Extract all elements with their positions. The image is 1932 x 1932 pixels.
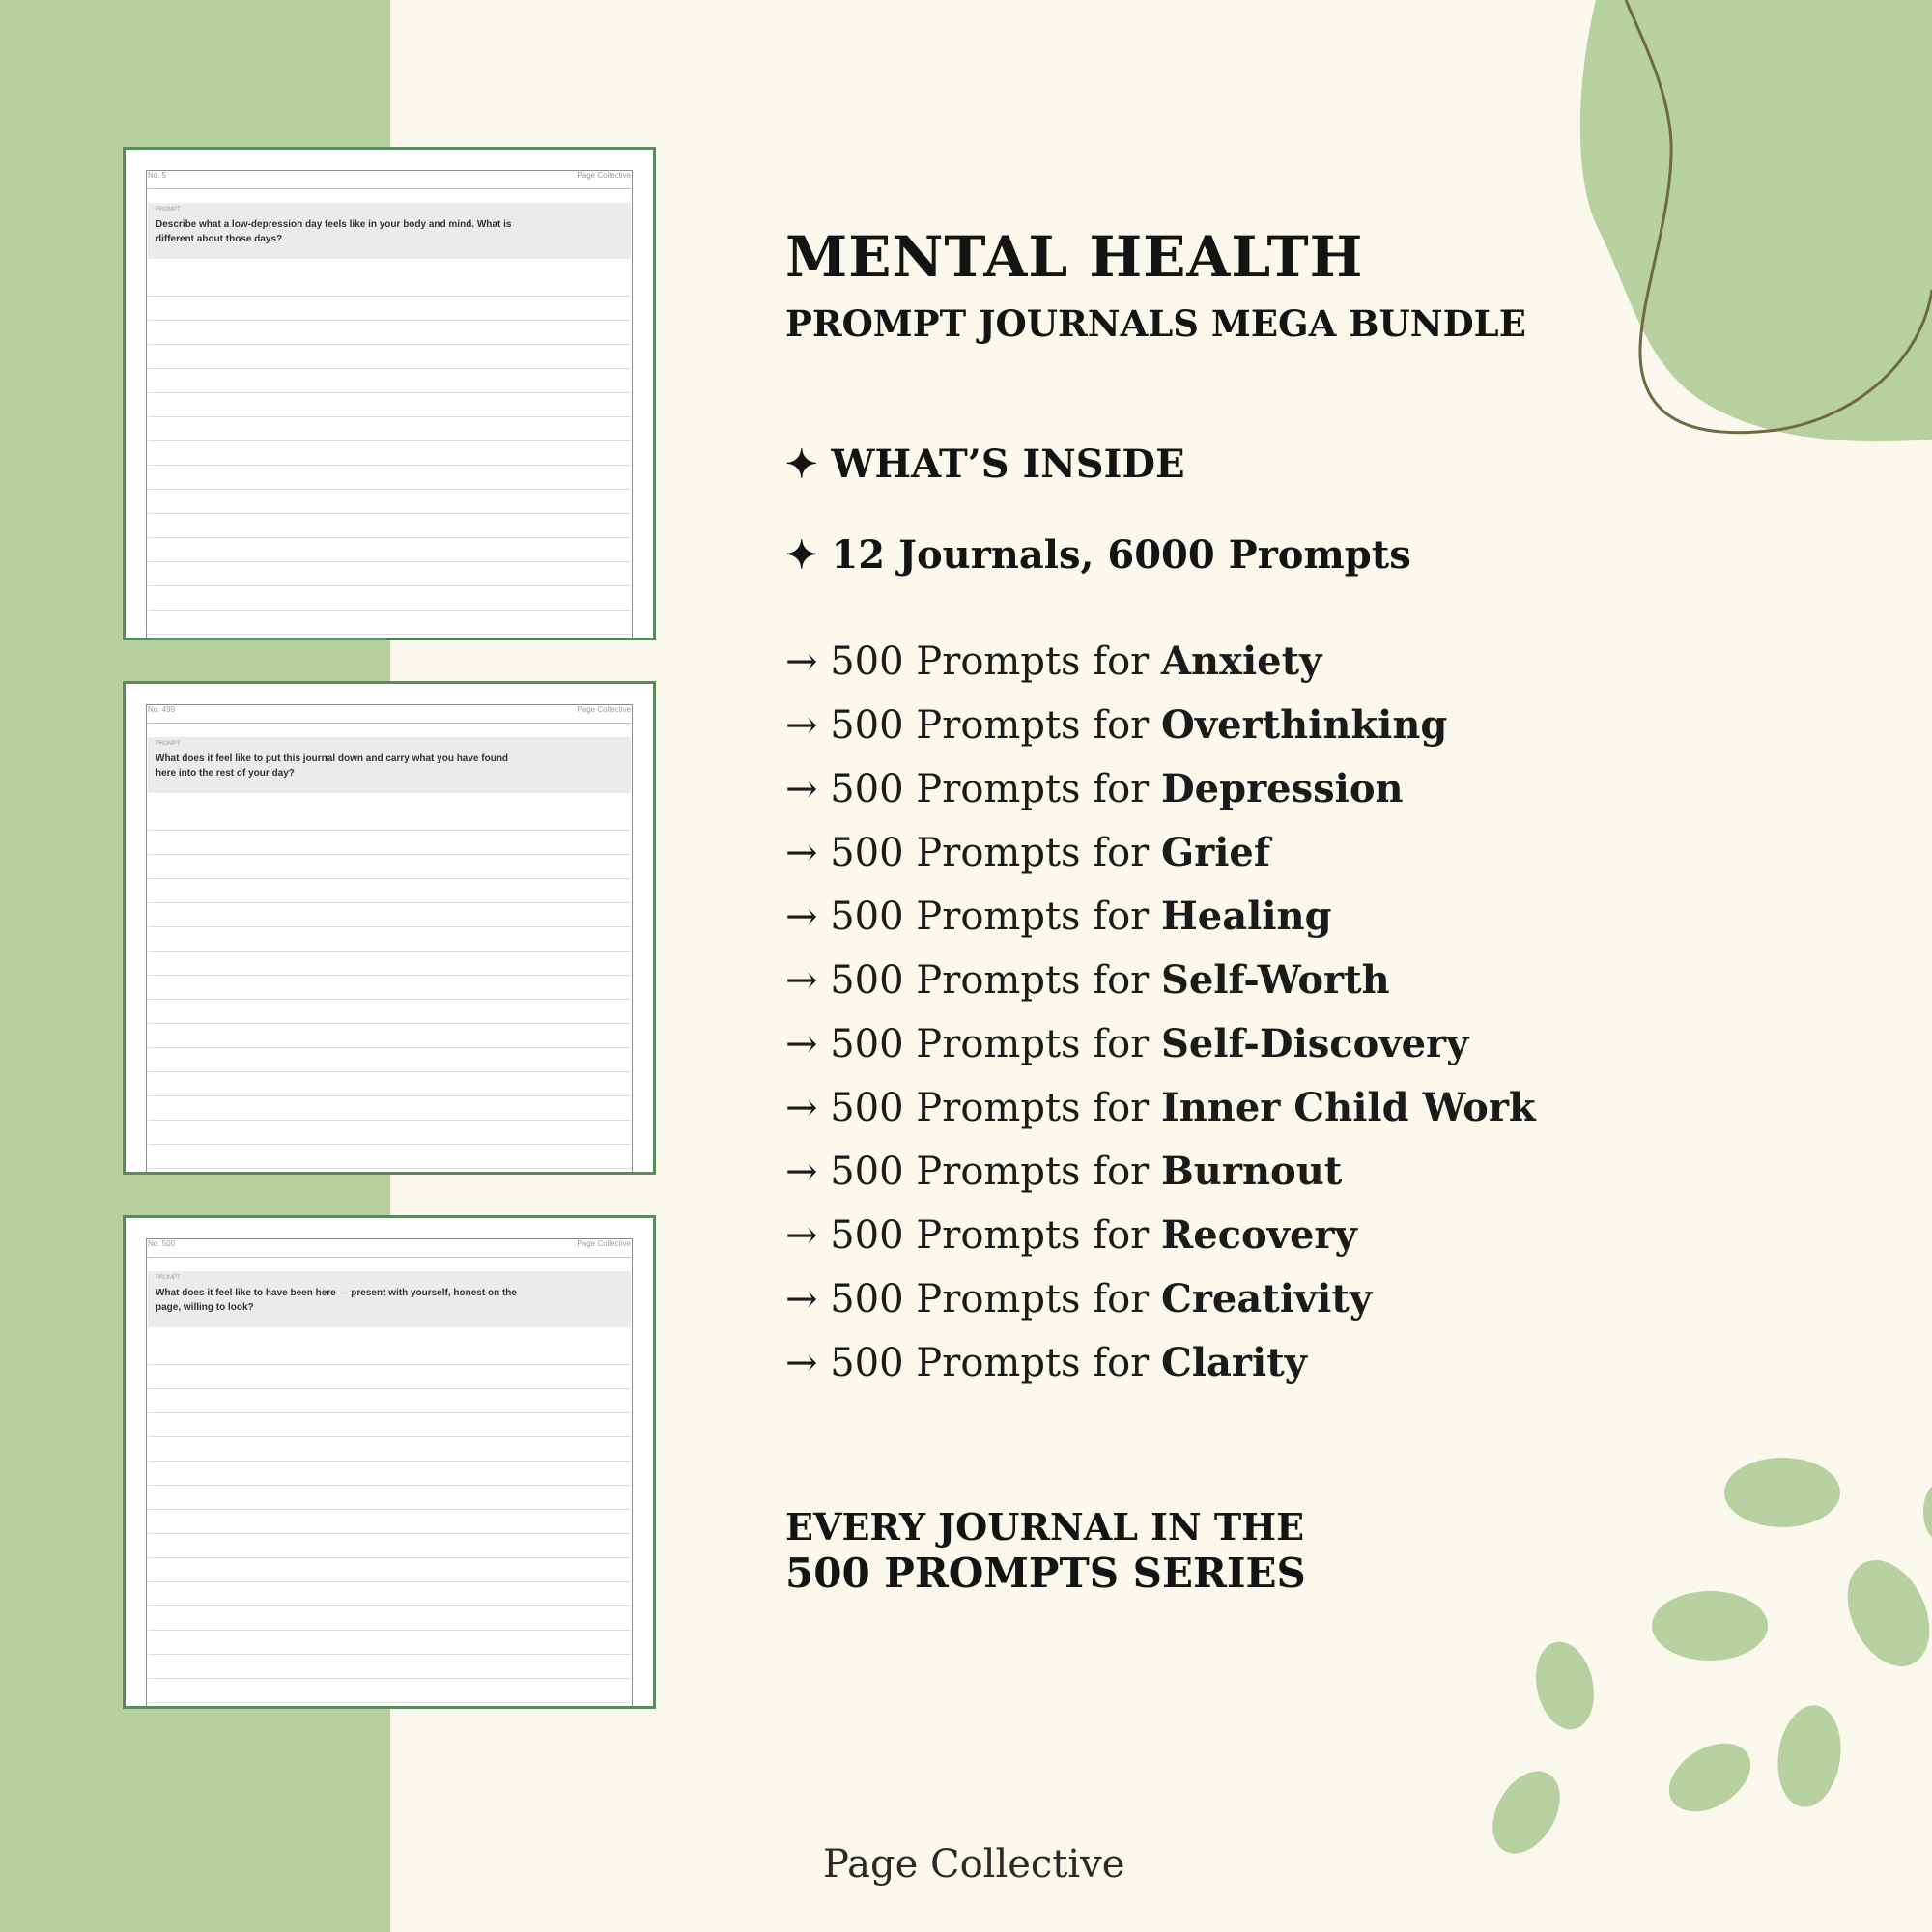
- item-prefix: → 500 Prompts for: [785, 895, 1161, 939]
- page-number: No. 5: [148, 171, 167, 180]
- item-topic: Clarity: [1160, 1340, 1307, 1385]
- top-right-blob: [1580, 0, 1932, 441]
- item-topic: Anxiety: [1160, 639, 1322, 684]
- item-prefix: → 500 Prompts for: [785, 703, 1161, 748]
- journal-page-preview: [123, 1215, 656, 1709]
- item-topic: Grief: [1160, 830, 1271, 875]
- item-topic: Self-Discovery: [1160, 1021, 1469, 1066]
- page-brand: Page Collective: [577, 171, 631, 180]
- item-prefix: → 500 Prompts for: [785, 1022, 1161, 1066]
- item-topic: Creativity: [1160, 1276, 1373, 1321]
- prompt-topic-list: [785, 637, 1536, 1402]
- item-prefix: → 500 Prompts for: [785, 1213, 1161, 1258]
- page-number: No. 499: [148, 705, 176, 714]
- list-item: [785, 764, 1536, 828]
- page-subtitle: PROMPT JOURNALS MEGA BUNDLE: [785, 302, 1526, 345]
- page-number: No. 500: [148, 1239, 176, 1248]
- footer-line-1: EVERY JOURNAL IN THE: [785, 1505, 1305, 1548]
- list-item: [785, 892, 1536, 955]
- list-item: [785, 700, 1536, 764]
- page-header: [148, 1239, 631, 1258]
- list-item: [785, 1019, 1536, 1083]
- list-item: [785, 1147, 1536, 1210]
- prompt-label: PROMPT: [156, 741, 181, 747]
- item-prefix: → 500 Prompts for: [785, 1341, 1161, 1385]
- item-topic: Burnout: [1160, 1149, 1343, 1194]
- writing-lines: [148, 1341, 631, 1706]
- writing-lines: [148, 807, 631, 1172]
- list-item: [785, 637, 1536, 700]
- dot-2: [1652, 1591, 1768, 1661]
- item-topic: Self-Worth: [1160, 957, 1390, 1003]
- prompt-box: [148, 737, 631, 793]
- brand-name: Page Collective: [823, 1842, 1125, 1887]
- list-item: [785, 955, 1536, 1019]
- journal-page-preview: [123, 681, 656, 1175]
- item-topic: Depression: [1160, 766, 1404, 811]
- prompt-text: What does it feel like to put this journal down and carry what you have found here into the rest of your day?: [156, 753, 509, 779]
- page-header: [148, 705, 631, 724]
- item-prefix: → 500 Prompts for: [785, 1086, 1161, 1130]
- list-item: [785, 1210, 1536, 1274]
- dot-6: [1657, 1729, 1763, 1826]
- item-topic: Healing: [1160, 894, 1332, 939]
- item-topic: Inner Child Work: [1160, 1085, 1536, 1130]
- section-heading: ✦ WHAT’S INSIDE: [785, 441, 1185, 487]
- writing-lines: [148, 272, 631, 638]
- prompt-box: [148, 1271, 631, 1327]
- prompt-text: What does it feel like to have been here — present with yourself, honest on the page, willing to look?: [156, 1288, 517, 1313]
- prompt-label: PROMPT: [156, 1275, 181, 1281]
- item-prefix: → 500 Prompts for: [785, 831, 1161, 875]
- summary-line: ✦ 12 Journals, 6000 Prompts: [785, 532, 1411, 578]
- item-topic: Recovery: [1160, 1212, 1357, 1258]
- list-item: [785, 1083, 1536, 1147]
- item-prefix: → 500 Prompts for: [785, 767, 1161, 811]
- page-title: MENTAL HEALTH: [785, 224, 1364, 290]
- dot-3: [1832, 1547, 1932, 1679]
- page-header: [148, 171, 631, 189]
- page-brand: Page Collective: [577, 1239, 631, 1248]
- item-prefix: → 500 Prompts for: [785, 958, 1161, 1003]
- journal-page-preview: [123, 147, 656, 640]
- item-prefix: → 500 Prompts for: [785, 1277, 1161, 1321]
- list-item: [785, 828, 1536, 892]
- item-topic: Overthinking: [1160, 702, 1448, 748]
- dot-4: [1528, 1636, 1602, 1735]
- dot-1: [1724, 1458, 1840, 1527]
- dot-8: [1923, 1485, 1932, 1539]
- item-prefix: → 500 Prompts for: [785, 639, 1161, 684]
- item-prefix: → 500 Prompts for: [785, 1150, 1161, 1194]
- dot-7: [1479, 1759, 1574, 1865]
- prompt-label: PROMPT: [156, 207, 181, 213]
- page-brand: Page Collective: [577, 705, 631, 714]
- dot-5: [1772, 1701, 1847, 1811]
- prompt-text: Describe what a low-depression day feels like in your body and mind. What is different about those days?: [156, 219, 512, 244]
- list-item: [785, 1338, 1536, 1402]
- footer-line-2: 500 PROMPTS SERIES: [785, 1549, 1306, 1597]
- prompt-box: [148, 203, 631, 259]
- list-item: [785, 1274, 1536, 1338]
